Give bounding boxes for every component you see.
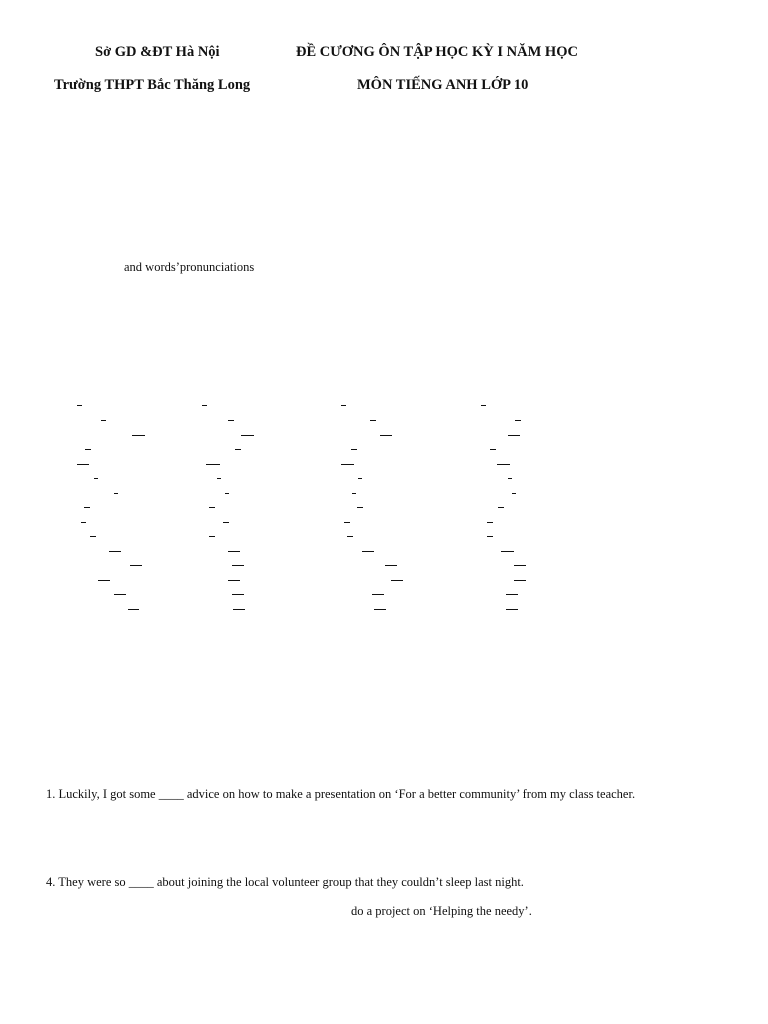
blank-dash xyxy=(498,507,504,508)
blank-dash xyxy=(370,420,376,421)
blank-dash xyxy=(81,522,86,523)
blank-dash xyxy=(481,405,486,406)
blank-dash xyxy=(344,522,350,523)
department-name: Sở GD &ĐT Hà Nội xyxy=(95,44,220,60)
blank-dash xyxy=(372,594,384,595)
blank-dash xyxy=(380,435,392,436)
blank-dash xyxy=(223,522,229,523)
blank-dash xyxy=(506,609,518,610)
document-title: ĐỀ CƯƠNG ÔN TẬP HỌC KỲ I NĂM HỌC xyxy=(296,44,578,60)
subject-title: MÔN TIẾNG ANH LỚP 10 xyxy=(357,77,529,93)
blank-dash xyxy=(497,464,510,465)
blank-dash xyxy=(235,449,241,450)
blank-dash xyxy=(84,507,90,508)
blank-dash xyxy=(85,449,91,450)
blank-dash xyxy=(233,609,245,610)
blank-dash xyxy=(232,565,244,566)
blank-dash xyxy=(374,609,386,610)
pronunciation-section-fragment: and words’pronunciations xyxy=(124,260,255,274)
blank-dash xyxy=(128,609,139,610)
blank-dash xyxy=(225,493,229,494)
blank-dash xyxy=(228,580,240,581)
blank-dash xyxy=(490,449,496,450)
blank-dash xyxy=(209,507,215,508)
blank-dash xyxy=(130,565,142,566)
blank-dash xyxy=(351,449,357,450)
blank-dash xyxy=(352,493,356,494)
question-item: 1. Luckily, I got some ____ advice on how to make a presentation on ‘For a better community’ from my class teacher. xyxy=(46,787,636,801)
blank-dash xyxy=(391,580,403,581)
blank-dash xyxy=(341,405,346,406)
blank-dash xyxy=(358,478,362,479)
blank-dash xyxy=(514,580,526,581)
blank-dash xyxy=(241,435,254,436)
blank-dash xyxy=(501,551,514,552)
blank-dash xyxy=(385,565,397,566)
blank-dash xyxy=(508,435,520,436)
blank-dash xyxy=(341,464,354,465)
blank-dash xyxy=(114,493,118,494)
blank-dash xyxy=(487,536,493,537)
blank-dash xyxy=(98,580,110,581)
blank-dash xyxy=(514,565,526,566)
blank-dash xyxy=(508,478,512,479)
blank-dash xyxy=(209,536,215,537)
blank-dash xyxy=(232,594,244,595)
blank-dash xyxy=(77,464,89,465)
blank-dash xyxy=(487,522,493,523)
blank-dash xyxy=(512,493,516,494)
question-item: 4. They were so ____ about joining the local volunteer group that they couldn’t sleep last night. xyxy=(46,875,524,889)
blank-dash xyxy=(228,551,240,552)
blank-dash xyxy=(132,435,145,436)
blank-dash xyxy=(94,478,98,479)
blank-dash xyxy=(506,594,518,595)
blank-dash xyxy=(77,405,82,406)
blank-dash xyxy=(357,507,363,508)
school-name: Trường THPT Bắc Thăng Long xyxy=(54,77,251,93)
blank-dash xyxy=(109,551,121,552)
blank-dash xyxy=(202,405,207,406)
blank-dash xyxy=(228,420,234,421)
blank-dash xyxy=(515,420,521,421)
blank-dash xyxy=(90,536,96,537)
question-fragment: do a project on ‘Helping the needy’. xyxy=(351,904,532,918)
blank-dash xyxy=(347,536,353,537)
blank-dash xyxy=(217,478,221,479)
blank-dash xyxy=(114,594,126,595)
blank-dash xyxy=(206,464,220,465)
blank-dash xyxy=(362,551,374,552)
blank-dash xyxy=(101,420,106,421)
